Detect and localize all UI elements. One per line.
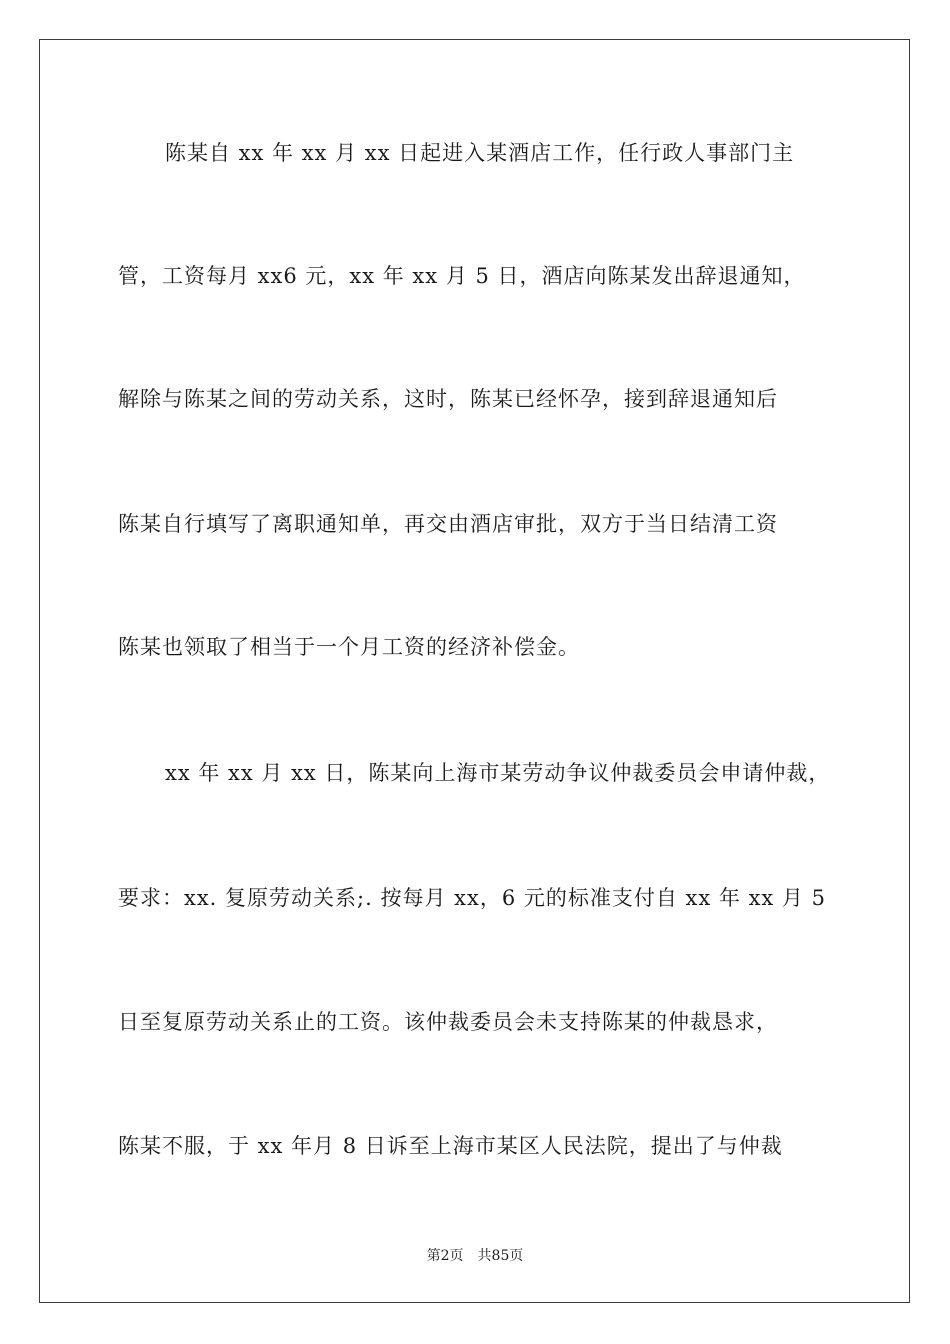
paragraph-line: 日至复原劳动关系止的工资。该仲裁委员会未支持陈某的仲裁恳求， <box>118 1010 778 1034</box>
total-pages: 共85页 <box>477 1248 524 1264</box>
paragraph-line: 陈某不服，于 xx 年月 8 日诉至上海市某区人民法院，提出了与仲裁 <box>118 1134 783 1158</box>
paragraph-line: 要求：xx. 复原劳动关系;. 按每月 xx，6 元的标准支付自 xx 年 xx 月 5 <box>118 886 826 910</box>
page-frame <box>39 39 910 1303</box>
paragraph-line: 陈某自 xx 年 xx 月 xx 日起进入某酒店工作，任行政人事部门主 <box>165 141 795 165</box>
paragraph-line: 管，工资每月 xx6 元，xx 年 xx 月 5 日，酒店向陈某发出辞退通知， <box>118 264 806 288</box>
paragraph-line: 陈某自行填写了离职通知单，再交由酒店审批，双方于当日结清工资 <box>118 512 778 536</box>
page-number: 第2页 <box>426 1248 464 1264</box>
paragraph-line: xx 年 xx 月 xx 日，陈某向上海市某劳动争议仲裁委员会申请仲裁， <box>165 761 831 785</box>
page-footer <box>0 1247 950 1265</box>
paragraph-line: 解除与陈某之间的劳动关系，这时，陈某已经怀孕，接到辞退通知后 <box>118 387 778 411</box>
paragraph-line: 陈某也领取了相当于一个月工资的经济补偿金。 <box>118 635 580 659</box>
